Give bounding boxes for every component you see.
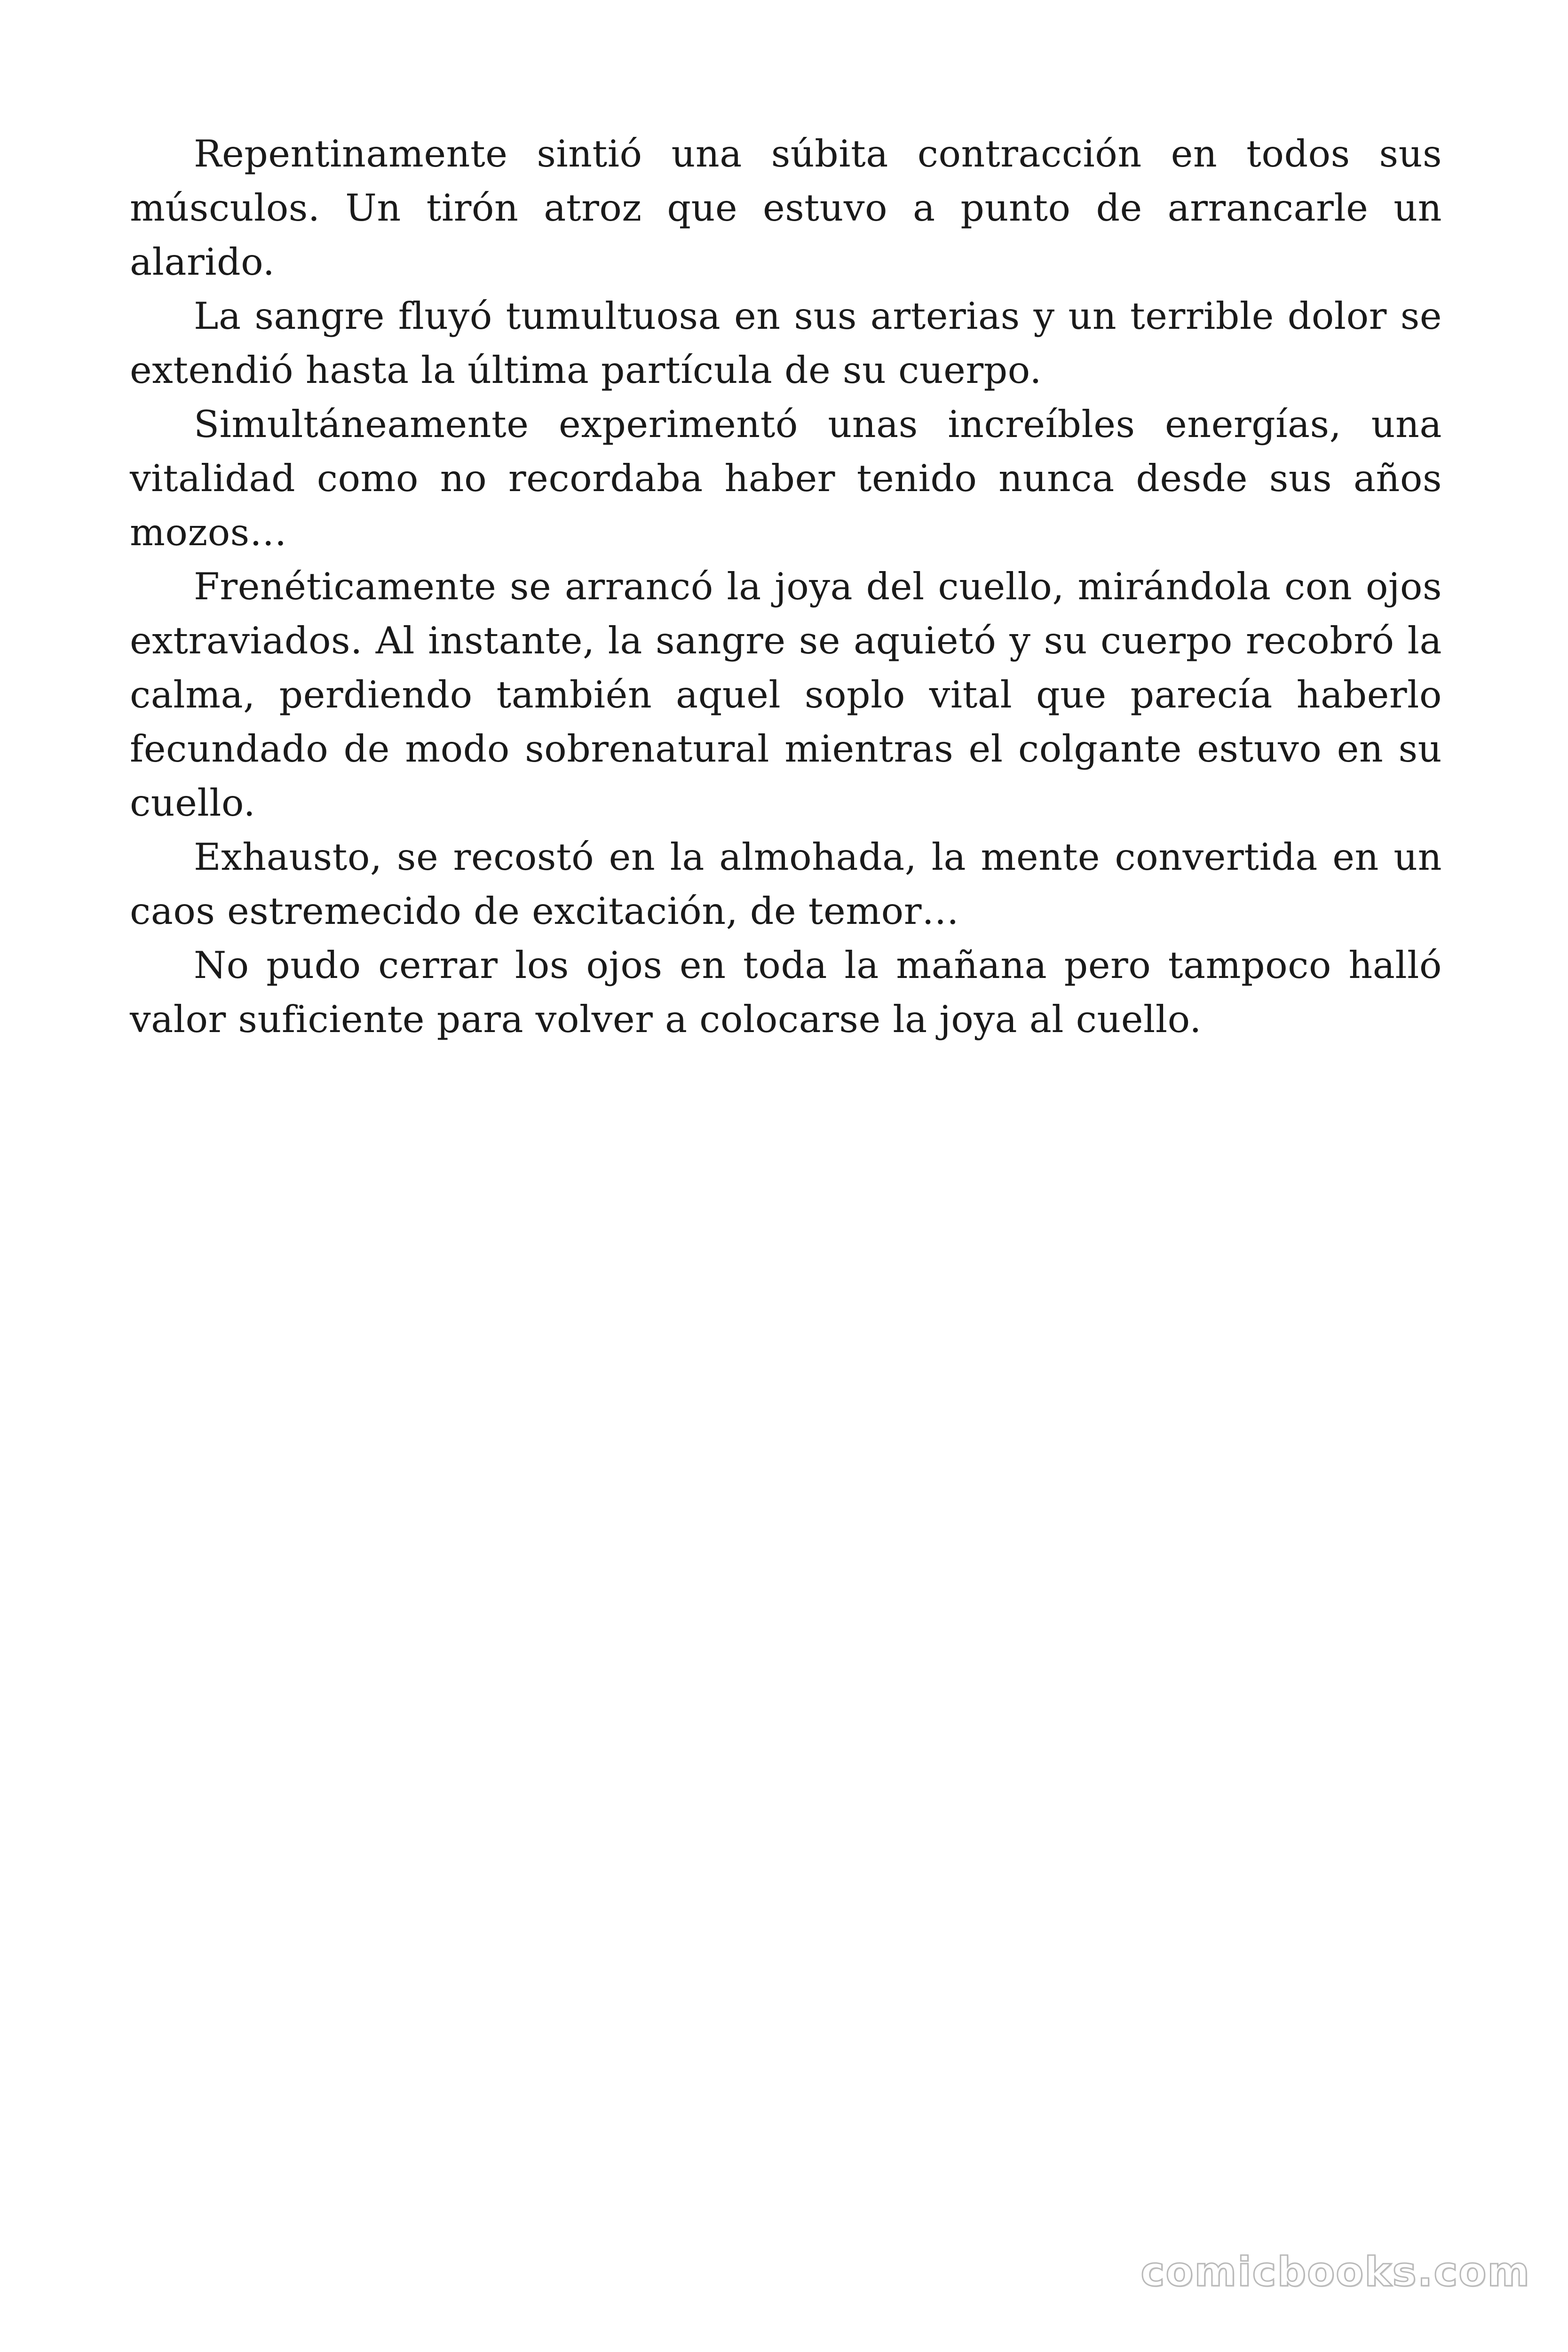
paragraph: Exhausto, se recostó en la almohada, la mente convertida en un caos estremecido de excitación, de temor… [130, 835, 1442, 933]
paragraph: No pudo cerrar los ojos en toda la mañana pero tampoco halló valor suficiente para volver a colocarse la joya al cuello. [130, 944, 1442, 1041]
paragraph: La sangre fluyó tumultuosa en sus arterias y un terrible dolor se extendió hasta la última partícula de su cuerpo. [130, 294, 1442, 392]
watermark: comicbooks.com [1140, 2249, 1530, 2296]
paragraph: Repentinamente sintió una súbita contracción en todos sus músculos. Un tirón atroz que estuvo a punto de arrancarle un alarido. [130, 132, 1442, 284]
body-text [130, 127, 1442, 1047]
paragraph: Frenéticamente se arrancó la joya del cuello, mirándola con ojos extraviados. Al instante, la sangre se aquietó y su cuerpo recobró la calma, perdiendo también aquel soplo vital que parecía haberlo fecundado de modo sobrenatural mientras el colgante estuvo en su cuello. [130, 565, 1442, 825]
paragraph: Simultáneamente experimentó unas increíbles energías, una vitalidad como no recordaba haber tenido nunca desde sus años mozos… [130, 403, 1442, 554]
